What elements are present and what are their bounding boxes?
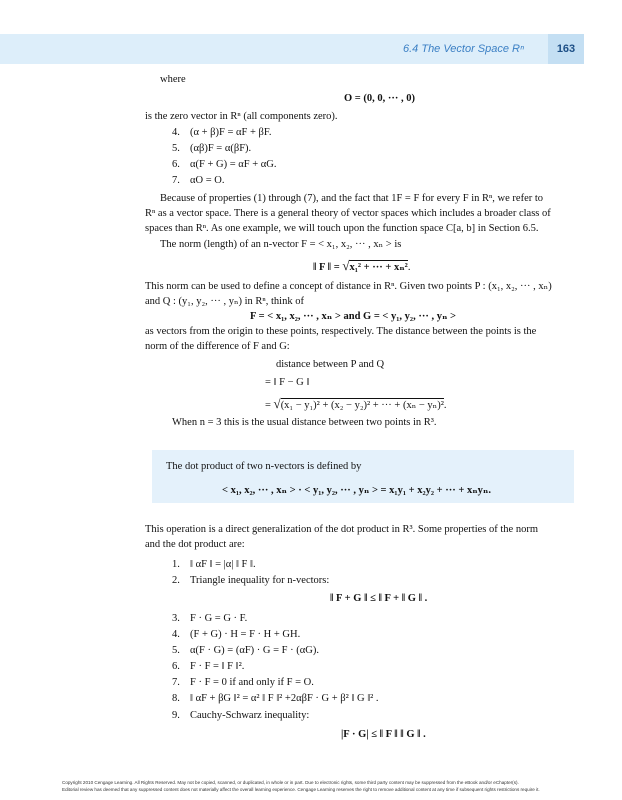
norm-intro: The norm (length) of an n-vector F = < x₁, x₂, ··· , xₙ > is <box>160 239 402 250</box>
property-text: α(F + G) = αF + αG. <box>190 159 277 170</box>
dot-property-number: 5. <box>172 645 180 656</box>
dot-property-number: 6. <box>172 661 180 672</box>
copyright-line-1: Copyright 2010 Cengage Learning. All Rights Reserved. May not be copied, scanned, or duplicated, in whole or in part. Due to electronic rights, some third party content may be suppressed from the eBook and/or eChapter(s). <box>62 780 519 785</box>
dot-property-number: 1. <box>172 559 180 570</box>
radical-sign: √ <box>342 258 350 273</box>
dot-property-text: ‖ αF + βG ‖² = α² ‖ F ‖² +2αβF · G + β² ‖ G ‖² . <box>190 693 379 704</box>
copyright-line-2: Editorial review has deemed that any suppressed content does not materially affect the overall learning experience. Cengage Learning reserves the right to remove additional content at any time if subsequent rights restrictions require it. <box>62 787 540 792</box>
distance-line-3 <box>265 396 446 412</box>
cauchy-schwarz-formula: |F · G| ≤ ‖ F ‖ ‖ G ‖ . <box>341 729 426 740</box>
dot-property-text: (F + G) · H = F · H + GH. <box>190 629 301 640</box>
property-text: αO = O. <box>190 175 225 186</box>
norm-lhs: ‖ F ‖ = <box>313 262 340 273</box>
dot-property-text: α(F · G) = (αF) · G = F · (αG). <box>190 645 319 656</box>
callout-title: The dot product of two n-vectors is defined by <box>166 461 362 472</box>
dot-property-text: F · F = 0 if and only if F = O. <box>190 677 314 688</box>
norm-formula <box>313 258 410 274</box>
paragraph-line: norm of the difference of F and G: <box>145 341 290 352</box>
property-text: (α + β)F = αF + βF. <box>190 127 272 138</box>
paragraph-line: as vectors from the origin to these points, respectively. The distance between the points is the <box>145 326 537 337</box>
norm-radicand: x₁² + ··· + xₙ² <box>349 262 408 273</box>
dot-property-text: Triangle inequality for n-vectors: <box>190 575 330 586</box>
dot-property-number: 8. <box>172 693 180 704</box>
vectors-equation: F = < x₁, x₂, ··· , xₙ > and G = < y₁, y₂, ··· , yₙ > <box>250 311 457 322</box>
paragraph-line: spaces than Rⁿ. As one example, we will touch upon the function space C[a, b] in Section 6.5. <box>145 223 539 234</box>
paragraph-line: This operation is a direct generalization of the dot product in R³. Some properties of the norm <box>145 524 539 535</box>
running-title: 6.4 The Vector Space Rⁿ <box>403 43 524 55</box>
distance-line-1: distance between P and Q <box>276 359 385 370</box>
dot-property-text: F · G = G · F. <box>190 613 248 624</box>
paragraph-line: This norm can be used to define a concept of distance in Rⁿ. Given two points P : (x₁, x₂, ··· , xₙ) <box>145 281 552 292</box>
property-text: (αβ)F = α(βF). <box>190 143 252 154</box>
page-number: 163 <box>548 34 584 64</box>
when-n3-text: When n = 3 this is the usual distance between two points in R³. <box>172 417 437 428</box>
paragraph-line: Rⁿ as a vector space. There is a general theory of vector spaces which includes a broader class of <box>145 208 551 219</box>
dot-property-text: F · F = ‖ F ‖². <box>190 661 245 672</box>
distance-eq-sign: = <box>265 400 271 411</box>
dot-product-formula: < x₁, x₂, ··· , xₙ > · < y₁, y₂, ··· , yₙ > = x₁y₁ + x₂y₂ + ··· + xₙyₙ. <box>222 485 491 496</box>
distance-end: . <box>443 400 447 411</box>
where-text: where <box>160 74 186 85</box>
norm-end: . <box>407 262 411 273</box>
zero-vector-equation: O = (0, 0, ··· , 0) <box>344 93 416 104</box>
dot-property-number: 7. <box>172 677 180 688</box>
property-number: 5. <box>172 143 180 154</box>
triangle-inequality-formula: ‖ F + G ‖ ≤ ‖ F + ‖ G ‖ . <box>330 593 428 604</box>
property-number: 6. <box>172 159 180 170</box>
dot-property-number: 9. <box>172 710 180 721</box>
distance-radicand: (x₁ − y₁)² + (x₂ − y₂)² + ··· + (xₙ − yₙ)² <box>280 400 444 411</box>
dot-property-text: Cauchy-Schwarz inequality: <box>190 710 310 721</box>
radical-sign: √ <box>273 396 281 411</box>
dot-property-text: ‖ αF ‖ = |α| ‖ F ‖. <box>190 559 256 570</box>
paragraph-line: and the dot product are: <box>145 539 245 550</box>
zero-vector-description: is the zero vector in Rⁿ (all components zero). <box>145 111 338 122</box>
property-number: 7. <box>172 175 180 186</box>
paragraph-line: Because of properties (1) through (7), and the fact that 1F = F for every F in Rⁿ, we refer to <box>160 193 544 204</box>
dot-property-number: 3. <box>172 613 180 624</box>
dot-property-number: 4. <box>172 629 180 640</box>
dot-property-number: 2. <box>172 575 180 586</box>
distance-line-2: = ‖ F − G ‖ <box>265 377 310 388</box>
paragraph-line: and Q : (y₁, y₂, ··· , yₙ) in Rⁿ, think of <box>145 296 304 307</box>
property-number: 4. <box>172 127 180 138</box>
